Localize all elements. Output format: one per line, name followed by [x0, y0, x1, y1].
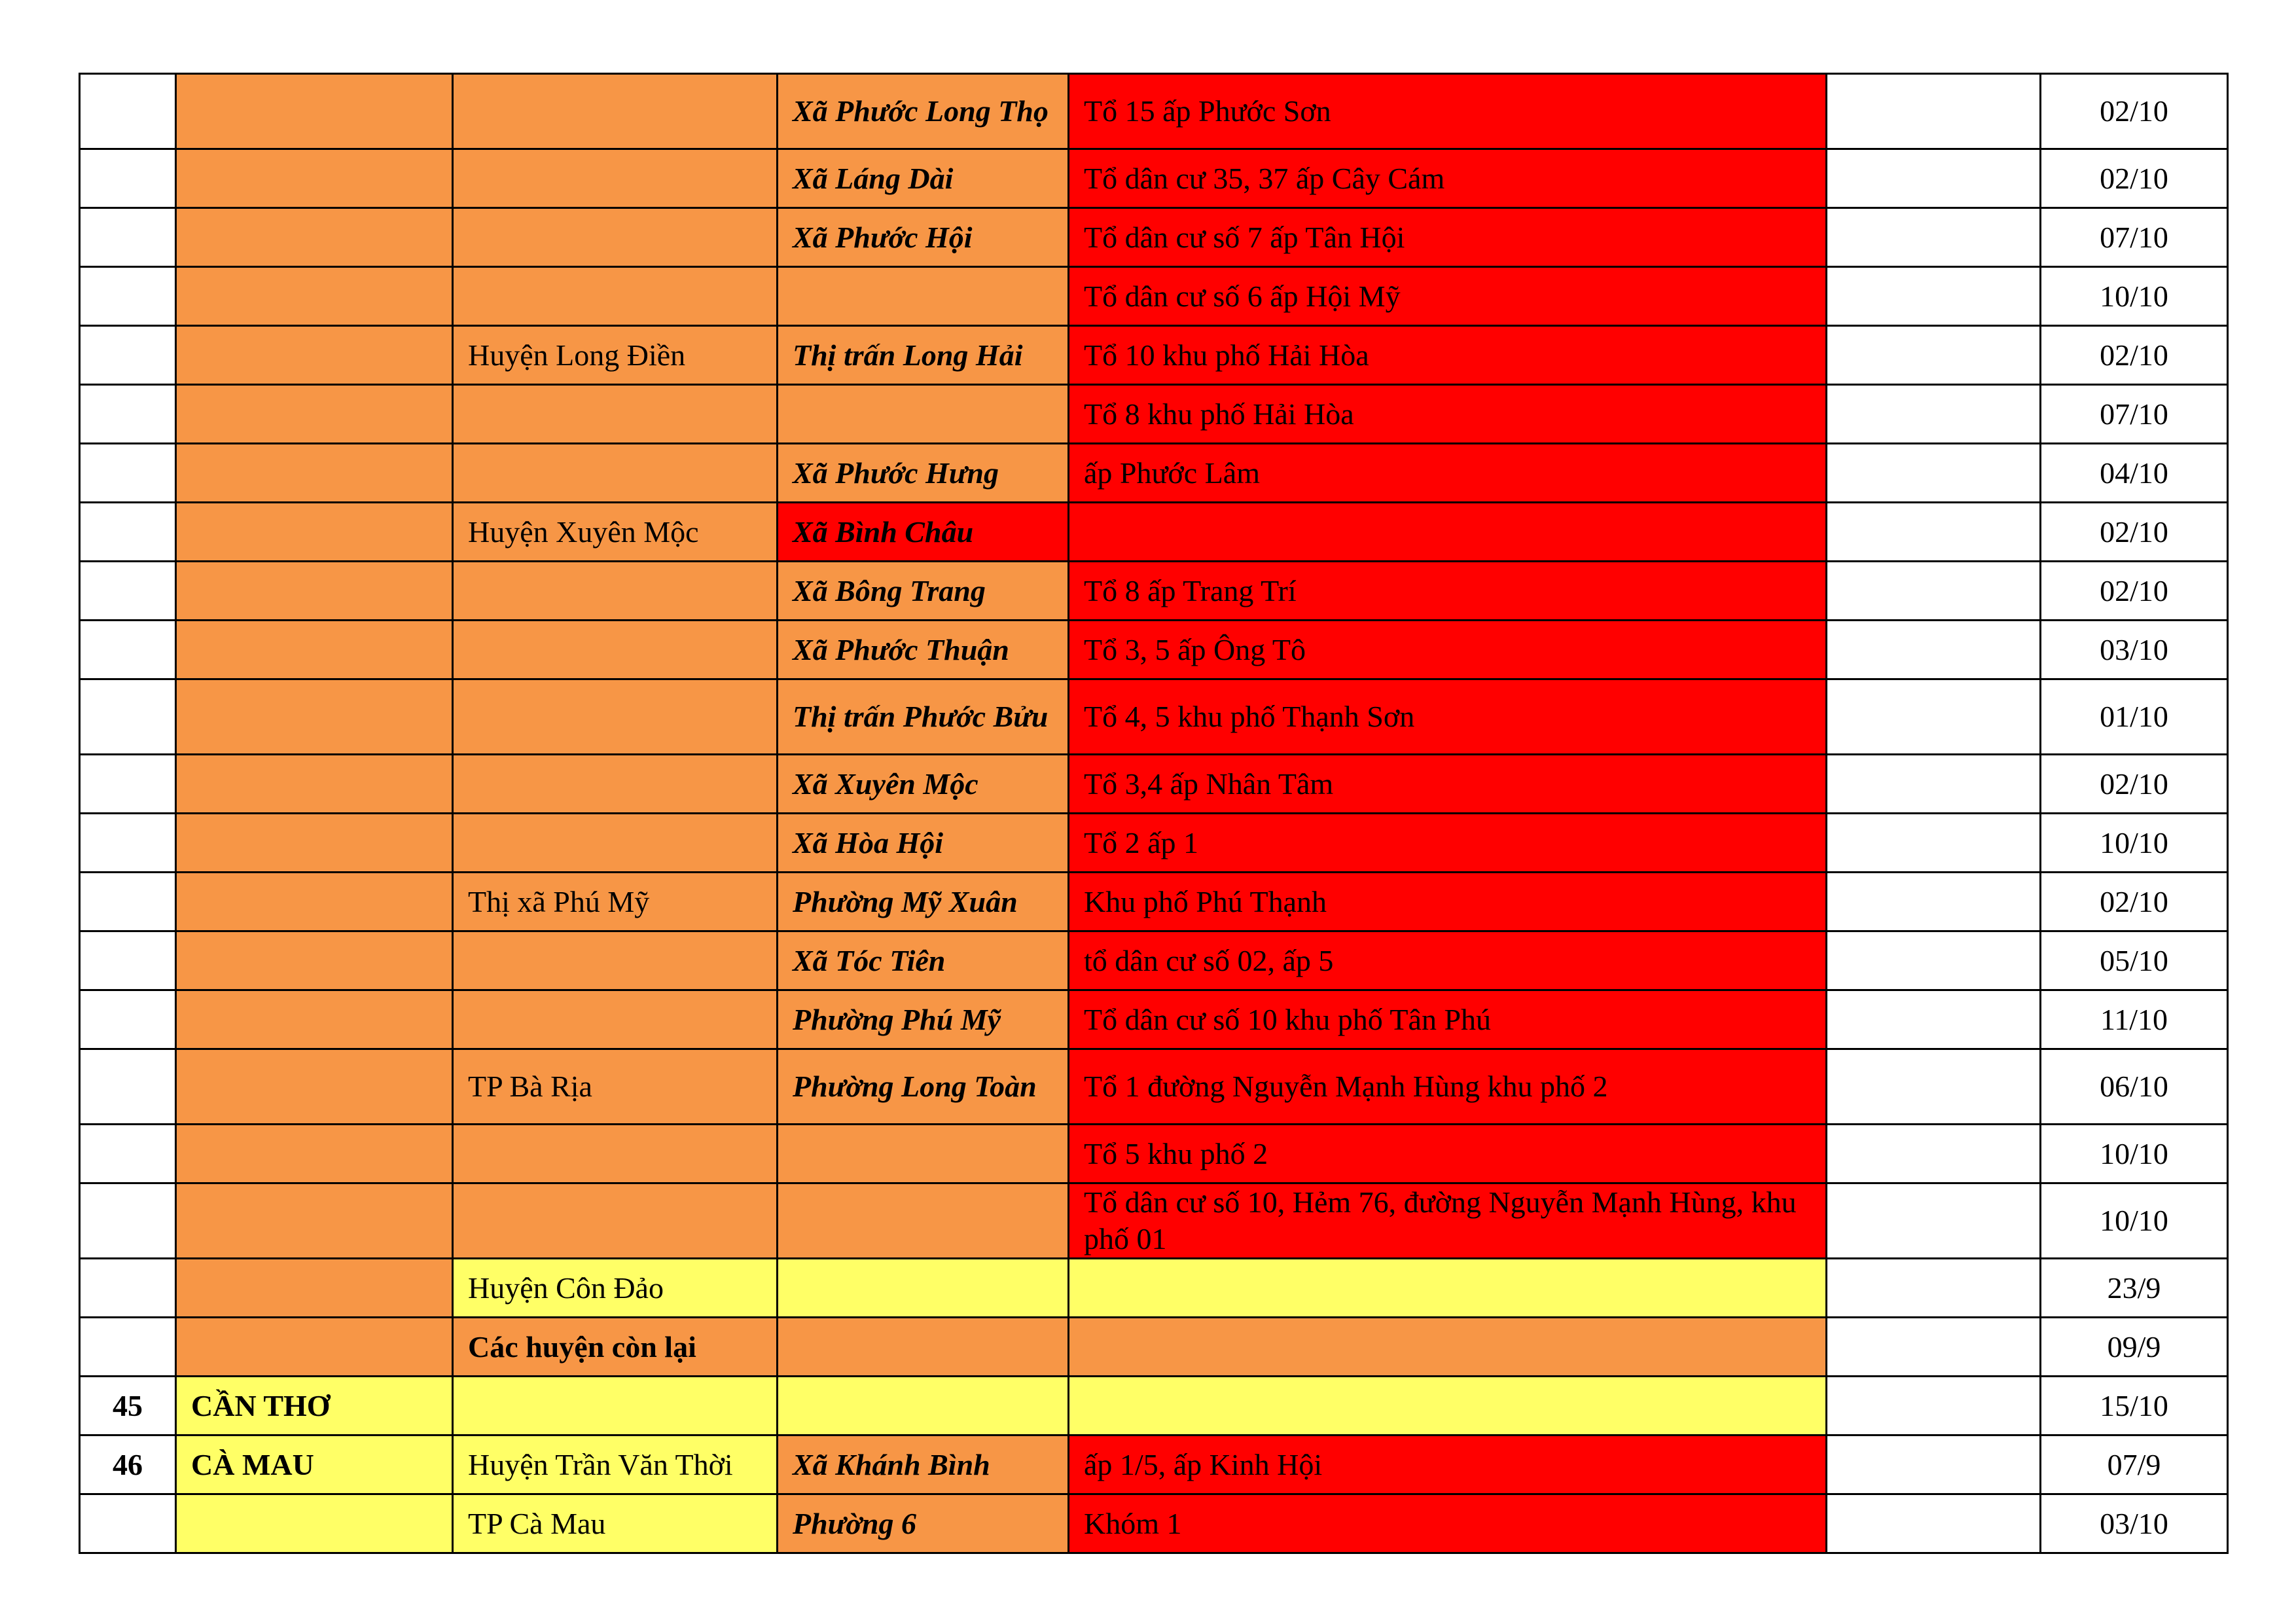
note-cell	[1827, 149, 2041, 208]
area-cell: Tổ dân cư số 10, Hẻm 76, đường Nguyễn Mạnh Hùng, khu phố 01	[1069, 1183, 1827, 1259]
ward-cell: Xã Xuyên Mộc	[778, 755, 1069, 814]
province-cell	[176, 1494, 453, 1553]
district-cell: Các huyện còn lại	[453, 1318, 778, 1377]
ward-cell	[778, 267, 1069, 326]
district-cell	[453, 267, 778, 326]
province-cell	[176, 326, 453, 385]
row-number-cell	[80, 1049, 176, 1125]
table-row	[80, 1377, 2228, 1435]
ward-cell	[778, 1183, 1069, 1259]
note-cell	[1827, 326, 2041, 385]
note-cell	[1827, 814, 2041, 873]
province-cell	[176, 755, 453, 814]
note-cell	[1827, 755, 2041, 814]
table-row	[80, 1049, 2228, 1125]
table-row	[80, 267, 2228, 326]
date-cell: 04/10	[2041, 444, 2228, 503]
row-number-cell	[80, 679, 176, 755]
area-cell: tổ dân cư số 02, ấp 5	[1069, 931, 1827, 990]
row-number-cell	[80, 1125, 176, 1183]
table-row	[80, 990, 2228, 1049]
table-row	[80, 74, 2228, 149]
province-cell	[176, 267, 453, 326]
district-cell	[453, 444, 778, 503]
row-number-cell	[80, 149, 176, 208]
district-cell	[453, 385, 778, 444]
row-number-cell	[80, 814, 176, 873]
ward-cell	[778, 1377, 1069, 1435]
district-cell: Huyện Xuyên Mộc	[453, 503, 778, 562]
table-body	[80, 74, 2228, 1553]
province-cell	[176, 149, 453, 208]
date-cell: 07/10	[2041, 385, 2228, 444]
row-number-cell	[80, 1494, 176, 1553]
row-number-cell: 45	[80, 1377, 176, 1435]
note-cell	[1827, 267, 2041, 326]
note-cell	[1827, 1049, 2041, 1125]
table-row	[80, 931, 2228, 990]
area-cell: Tổ 10 khu phố Hải Hòa	[1069, 326, 1827, 385]
district-cell	[453, 562, 778, 621]
area-cell: Tổ dân cư số 10 khu phố Tân Phú	[1069, 990, 1827, 1049]
row-number-cell	[80, 1318, 176, 1377]
date-cell: 11/10	[2041, 990, 2228, 1049]
row-number-cell	[80, 990, 176, 1049]
note-cell	[1827, 1318, 2041, 1377]
province-cell	[176, 503, 453, 562]
district-cell	[453, 990, 778, 1049]
note-cell	[1827, 1259, 2041, 1318]
row-number-cell	[80, 873, 176, 931]
note-cell	[1827, 1125, 2041, 1183]
date-cell: 02/10	[2041, 74, 2228, 149]
note-cell	[1827, 1377, 2041, 1435]
province-cell	[176, 444, 453, 503]
area-cell	[1069, 503, 1827, 562]
district-cell	[453, 1183, 778, 1259]
ward-cell: Xã Phước Long Thọ	[778, 74, 1069, 149]
ward-cell	[778, 1259, 1069, 1318]
row-number-cell	[80, 326, 176, 385]
note-cell	[1827, 208, 2041, 267]
table-row	[80, 1183, 2228, 1259]
province-cell	[176, 814, 453, 873]
area-cell: ấp Phước Lâm	[1069, 444, 1827, 503]
table-row	[80, 385, 2228, 444]
note-cell	[1827, 873, 2041, 931]
table-row	[80, 326, 2228, 385]
ward-cell: Phường 6	[778, 1494, 1069, 1553]
note-cell	[1827, 444, 2041, 503]
province-cell	[176, 1318, 453, 1377]
district-cell: Huyện Trần Văn Thời	[453, 1435, 778, 1494]
district-cell: Huyện Long Điền	[453, 326, 778, 385]
note-cell	[1827, 621, 2041, 679]
province-cell	[176, 208, 453, 267]
district-cell	[453, 1377, 778, 1435]
district-cell	[453, 208, 778, 267]
note-cell	[1827, 990, 2041, 1049]
ward-cell: Xã Khánh Bình	[778, 1435, 1069, 1494]
row-number-cell	[80, 208, 176, 267]
area-cell: Tổ 3, 5 ấp Ông Tô	[1069, 621, 1827, 679]
note-cell	[1827, 503, 2041, 562]
date-cell: 10/10	[2041, 814, 2228, 873]
row-number-cell	[80, 931, 176, 990]
date-cell: 10/10	[2041, 1125, 2228, 1183]
table-row	[80, 1318, 2228, 1377]
province-cell	[176, 873, 453, 931]
area-cell: Khu phố Phú Thạnh	[1069, 873, 1827, 931]
province-cell	[176, 931, 453, 990]
row-number-cell	[80, 74, 176, 149]
area-cell: Khóm 1	[1069, 1494, 1827, 1553]
province-cell: CẦN THƠ	[176, 1377, 453, 1435]
row-number-cell	[80, 503, 176, 562]
area-cell: Tổ 4, 5 khu phố Thạnh Sơn	[1069, 679, 1827, 755]
ward-cell	[778, 385, 1069, 444]
district-cell: Huyện Côn Đảo	[453, 1259, 778, 1318]
date-cell: 03/10	[2041, 621, 2228, 679]
province-cell	[176, 621, 453, 679]
row-number-cell	[80, 1183, 176, 1259]
province-cell	[176, 1125, 453, 1183]
ward-cell	[778, 1318, 1069, 1377]
date-cell: 03/10	[2041, 1494, 2228, 1553]
district-cell	[453, 931, 778, 990]
ward-cell: Thị trấn Long Hải	[778, 326, 1069, 385]
table-row	[80, 208, 2228, 267]
district-cell: Thị xã Phú Mỹ	[453, 873, 778, 931]
table-row	[80, 1259, 2228, 1318]
district-cell: TP Bà Rịa	[453, 1049, 778, 1125]
date-cell: 07/10	[2041, 208, 2228, 267]
area-cell: Tổ 8 ấp Trang Trí	[1069, 562, 1827, 621]
district-cell	[453, 621, 778, 679]
date-cell: 02/10	[2041, 503, 2228, 562]
area-cell: Tổ dân cư 35, 37 ấp Cây Cám	[1069, 149, 1827, 208]
row-number-cell	[80, 385, 176, 444]
ward-cell: Xã Phước Hưng	[778, 444, 1069, 503]
table-row	[80, 755, 2228, 814]
ward-cell: Xã Phước Hội	[778, 208, 1069, 267]
area-cell: Tổ 3,4 ấp Nhân Tâm	[1069, 755, 1827, 814]
area-cell: Tổ 2 ấp 1	[1069, 814, 1827, 873]
area-cell	[1069, 1377, 1827, 1435]
ward-cell: Xã Phước Thuận	[778, 621, 1069, 679]
area-cell	[1069, 1318, 1827, 1377]
note-cell	[1827, 1494, 2041, 1553]
outbreak-area-table	[79, 73, 2229, 1554]
date-cell: 23/9	[2041, 1259, 2228, 1318]
date-cell: 05/10	[2041, 931, 2228, 990]
date-cell: 02/10	[2041, 755, 2228, 814]
ward-cell: Phường Phú Mỹ	[778, 990, 1069, 1049]
ward-cell: Phường Long Toàn	[778, 1049, 1069, 1125]
date-cell: 02/10	[2041, 873, 2228, 931]
province-cell	[176, 74, 453, 149]
note-cell	[1827, 562, 2041, 621]
row-number-cell	[80, 755, 176, 814]
district-cell	[453, 755, 778, 814]
date-cell: 10/10	[2041, 1183, 2228, 1259]
area-cell: Tổ 8 khu phố Hải Hòa	[1069, 385, 1827, 444]
district-cell	[453, 74, 778, 149]
table-row	[80, 1494, 2228, 1553]
table-row	[80, 562, 2228, 621]
table-row	[80, 679, 2228, 755]
area-cell	[1069, 1259, 1827, 1318]
table-row	[80, 1435, 2228, 1494]
district-cell: TP Cà Mau	[453, 1494, 778, 1553]
table-row	[80, 814, 2228, 873]
date-cell: 02/10	[2041, 149, 2228, 208]
district-cell	[453, 149, 778, 208]
area-cell: Tổ 1 đường Nguyễn Mạnh Hùng khu phố 2	[1069, 1049, 1827, 1125]
ward-cell: Xã Hòa Hội	[778, 814, 1069, 873]
province-cell	[176, 1183, 453, 1259]
ward-cell: Xã Bình Châu	[778, 503, 1069, 562]
table-row	[80, 621, 2228, 679]
row-number-cell: 46	[80, 1435, 176, 1494]
province-cell: CÀ MAU	[176, 1435, 453, 1494]
ward-cell: Xã Láng Dài	[778, 149, 1069, 208]
province-cell	[176, 562, 453, 621]
date-cell: 02/10	[2041, 326, 2228, 385]
area-cell: Tổ 5 khu phố 2	[1069, 1125, 1827, 1183]
ward-cell	[778, 1125, 1069, 1183]
ward-cell: Xã Bông Trang	[778, 562, 1069, 621]
note-cell	[1827, 1183, 2041, 1259]
district-cell	[453, 814, 778, 873]
date-cell: 02/10	[2041, 562, 2228, 621]
date-cell: 09/9	[2041, 1318, 2228, 1377]
province-cell	[176, 385, 453, 444]
note-cell	[1827, 74, 2041, 149]
table-row	[80, 444, 2228, 503]
province-cell	[176, 679, 453, 755]
table-row	[80, 503, 2228, 562]
date-cell: 01/10	[2041, 679, 2228, 755]
row-number-cell	[80, 621, 176, 679]
province-cell	[176, 990, 453, 1049]
province-cell	[176, 1049, 453, 1125]
row-number-cell	[80, 1259, 176, 1318]
note-cell	[1827, 1435, 2041, 1494]
table-row	[80, 149, 2228, 208]
ward-cell: Thị trấn Phước Bửu	[778, 679, 1069, 755]
note-cell	[1827, 931, 2041, 990]
date-cell: 06/10	[2041, 1049, 2228, 1125]
ward-cell: Phường Mỹ Xuân	[778, 873, 1069, 931]
district-cell	[453, 1125, 778, 1183]
area-cell: Tổ 15 ấp Phước Sơn	[1069, 74, 1827, 149]
province-cell	[176, 1259, 453, 1318]
date-cell: 15/10	[2041, 1377, 2228, 1435]
note-cell	[1827, 679, 2041, 755]
area-cell: Tổ dân cư số 6 ấp Hội Mỹ	[1069, 267, 1827, 326]
area-cell: Tổ dân cư số 7 ấp Tân Hội	[1069, 208, 1827, 267]
ward-cell: Xã Tóc Tiên	[778, 931, 1069, 990]
row-number-cell	[80, 444, 176, 503]
district-cell	[453, 679, 778, 755]
date-cell: 07/9	[2041, 1435, 2228, 1494]
date-cell: 10/10	[2041, 267, 2228, 326]
row-number-cell	[80, 562, 176, 621]
note-cell	[1827, 385, 2041, 444]
row-number-cell	[80, 267, 176, 326]
table-row	[80, 873, 2228, 931]
area-cell: ấp 1/5, ấp Kinh Hội	[1069, 1435, 1827, 1494]
table-row	[80, 1125, 2228, 1183]
